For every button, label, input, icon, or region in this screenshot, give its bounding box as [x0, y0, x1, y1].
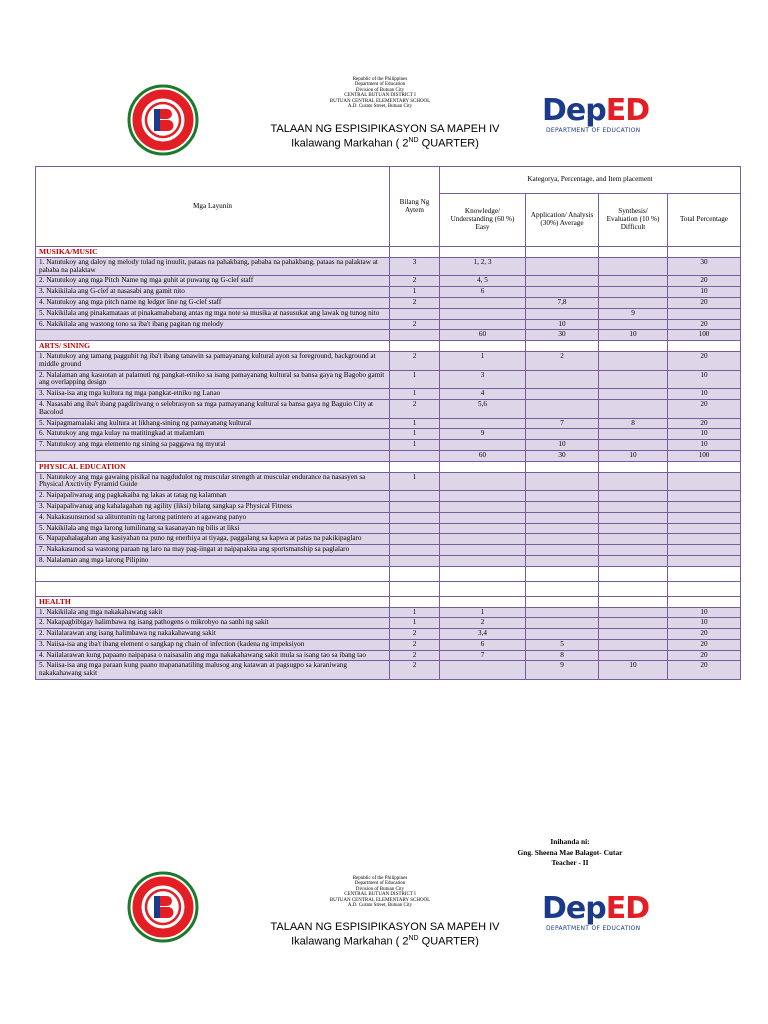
total-percentage: [668, 512, 741, 523]
application-items: 2: [526, 351, 599, 370]
empty-cell: [36, 566, 390, 581]
synthesis-items: 8: [599, 418, 668, 429]
objective-text: 4. Nakakasunsunod sa alituntunin ng larong patintero at agawang panyo: [36, 512, 390, 523]
empty-cell: [526, 247, 599, 258]
header-application: Application/ Analysis (30%) Average: [526, 194, 599, 247]
spacer-row: [36, 566, 741, 581]
empty-cell: [36, 450, 390, 461]
header-synthesis: Synthesis/ Evaluation (10 %) Difficult: [599, 194, 668, 247]
knowledge-items: 2: [440, 618, 526, 629]
item-count: 1: [390, 429, 440, 440]
empty-cell: [390, 566, 440, 581]
empty-cell: [668, 596, 741, 607]
knowledge-items: [440, 308, 526, 319]
synthesis-items: [599, 523, 668, 534]
synthesis-items: [599, 276, 668, 287]
application-items: 10: [526, 440, 599, 451]
total-percentage: [668, 472, 741, 491]
table-row: [36, 607, 741, 618]
specification-table: [35, 166, 741, 680]
empty-cell: [599, 566, 668, 581]
total-percentage: 10: [668, 607, 741, 618]
school-seal: [127, 84, 199, 156]
application-items: 8: [526, 650, 599, 661]
item-count: 1: [390, 440, 440, 451]
synthesis-items: 9: [599, 308, 668, 319]
item-count: [390, 545, 440, 556]
table-row: [36, 639, 741, 650]
objective-text: 2. Nalalaman ang kasuotan at palamuti ng pangkat-etniko sa isang pamayanang kultural sa bansa gaya ng Bagobo gamit ang overlapping design: [36, 370, 390, 389]
empty-cell: [390, 596, 440, 607]
application-items: [526, 287, 599, 298]
total-percentage: [668, 534, 741, 545]
application-items: [526, 308, 599, 319]
total-percentage: 20: [668, 399, 741, 418]
application-items: 5: [526, 639, 599, 650]
empty-cell: [668, 341, 741, 352]
knowledge-items: [440, 501, 526, 512]
spacer-row: [36, 581, 741, 596]
total-row: [36, 450, 741, 461]
table-row: [36, 418, 741, 429]
synthesis-items: [599, 257, 668, 276]
objective-text: 7. Nakakasunod sa wastong paraan ng laro na may pag-iingat at naipapakita ang sportsmanship sa paglalaro: [36, 545, 390, 556]
objective-text: 4. Natutukoy ang mga pitch name ng ledger line ng G-clef staff: [36, 297, 390, 308]
empty-cell: [36, 581, 390, 596]
synthesis-items: [599, 650, 668, 661]
total-percentage: 10: [668, 370, 741, 389]
application-items: [526, 472, 599, 491]
total-percentage: 20: [668, 650, 741, 661]
empty-cell: [440, 596, 526, 607]
application-items: [526, 257, 599, 276]
header-layunin: Mga Layunin: [36, 167, 390, 247]
table-row: [36, 545, 741, 556]
knowledge-items: 3: [440, 370, 526, 389]
objective-text: 5. Naipagmamalaki ang kultura at likhang-sining ng pamayanang kultural: [36, 418, 390, 429]
empty-cell: [390, 341, 440, 352]
empty-cell: [599, 341, 668, 352]
total-percentage: 10: [668, 389, 741, 400]
total-percentage: 10: [668, 618, 741, 629]
total-percentage: 20: [668, 276, 741, 287]
item-count: 1: [390, 287, 440, 298]
knowledge-items: [440, 319, 526, 330]
synthesis-items: 10: [599, 661, 668, 680]
synthesis-items: [599, 607, 668, 618]
knowledge-items: 5,6: [440, 399, 526, 418]
table-row: [36, 389, 741, 400]
total-percentage: 20: [668, 351, 741, 370]
table-row: [36, 650, 741, 661]
knowledge-items: [440, 491, 526, 502]
total-percentage: 20: [668, 319, 741, 330]
synthesis-items: [599, 389, 668, 400]
objective-text: 5. Naiisa-isa ang mga paraan kung paano mapananatiling malusog ang katawan at pagsugpo sa karaniwang nakakahawang sakit: [36, 661, 390, 680]
item-count: [390, 501, 440, 512]
objective-text: 8. Nalalaman ang mga larong Pilipino: [36, 555, 390, 566]
total-percentage: 100: [668, 450, 741, 461]
table-row: [36, 370, 741, 389]
deped-logo-bottom: DepED DEPARTMENT OF EDUCATION: [542, 891, 650, 932]
section-title: ARTS/ SINING: [36, 341, 390, 352]
section-title: PHYSICAL EDUCATION: [36, 461, 390, 472]
empty-cell: [599, 581, 668, 596]
total-percentage: 100: [668, 330, 741, 341]
total-percentage: 20: [668, 639, 741, 650]
synthesis-items: [599, 370, 668, 389]
table-row: [36, 399, 741, 418]
knowledge-items: [440, 534, 526, 545]
knowledge-items: 3,4: [440, 629, 526, 640]
objective-text: 2. Natutukoy ang mga Pitch Name ng mga guhit at puwang ng G-clef staff: [36, 276, 390, 287]
total-knowledge: 60: [440, 450, 526, 461]
item-count: 1: [390, 389, 440, 400]
objective-text: 1. Natutukoy ang tamang pagguhit ng iba't ibang tanawin sa pamayanang kultural ayon sa foreground, background at middle ground: [36, 351, 390, 370]
knowledge-items: [440, 440, 526, 451]
total-application: 30: [526, 330, 599, 341]
deped-logo: DepED DEPARTMENT OF EDUCATION: [542, 93, 650, 134]
synthesis-items: [599, 512, 668, 523]
table-row: [36, 351, 741, 370]
application-items: [526, 370, 599, 389]
application-items: [526, 555, 599, 566]
total-percentage: [668, 545, 741, 556]
knowledge-items: 1: [440, 607, 526, 618]
table-row: [36, 429, 741, 440]
objective-text: 1. Nakikilala ang mga nakakahawang sakit: [36, 607, 390, 618]
empty-cell: [599, 461, 668, 472]
total-percentage: 20: [668, 661, 741, 680]
synthesis-items: [599, 351, 668, 370]
synthesis-items: [599, 545, 668, 556]
item-count: [390, 534, 440, 545]
empty-cell: [390, 450, 440, 461]
synthesis-items: [599, 555, 668, 566]
empty-cell: [390, 330, 440, 341]
synthesis-items: [599, 491, 668, 502]
item-count: [390, 555, 440, 566]
application-items: [526, 523, 599, 534]
application-items: [526, 501, 599, 512]
total-percentage: [668, 555, 741, 566]
table-row: [36, 472, 741, 491]
objective-text: 1. Natutukoy ang mga gawaing pisikal na nagdudulot ng muscular strength at muscular endurance na nasasyen sa Physical Axctivity Pyramid Guide: [36, 472, 390, 491]
synthesis-items: [599, 440, 668, 451]
knowledge-items: [440, 523, 526, 534]
synthesis-items: [599, 618, 668, 629]
empty-cell: [526, 596, 599, 607]
table-row: [36, 308, 741, 319]
synthesis-items: [599, 501, 668, 512]
table-row: [36, 629, 741, 640]
total-percentage: [668, 491, 741, 502]
item-count: 2: [390, 650, 440, 661]
table-row: [36, 276, 741, 287]
item-count: 3: [390, 257, 440, 276]
table-header-row: [36, 167, 741, 194]
item-count: 2: [390, 399, 440, 418]
knowledge-items: 7: [440, 650, 526, 661]
item-count: [390, 308, 440, 319]
application-items: 10: [526, 319, 599, 330]
total-synthesis: 10: [599, 450, 668, 461]
synthesis-items: [599, 399, 668, 418]
objective-text: 4. Nasasabi ang iba't ibang pagdiriwang o selebrasyon sa mga pamayanang kultural sa bansa gaya ng Baguio City at Bacolod: [36, 399, 390, 418]
item-count: 2: [390, 319, 440, 330]
table-row: [36, 618, 741, 629]
empty-cell: [390, 581, 440, 596]
objective-text: 5. Nakikilala ang mga larong lumilinang sa kasanayan ng bilis at liksi: [36, 523, 390, 534]
table-row: [36, 440, 741, 451]
empty-cell: [668, 461, 741, 472]
empty-cell: [668, 247, 741, 258]
objective-text: 6. Napapahalagahan ang kasiyahan na puno ng enerhiya at tiyaga, paggalang sa kapwa at patas na pakikipaglaro: [36, 534, 390, 545]
school-seal-bottom: [127, 871, 199, 943]
objective-text: 4. Nailalarawan kung papaano naipapasa o naisasalin ang mga nakakahawang sakit mula sa isang tao sa ibang tao: [36, 650, 390, 661]
empty-cell: [440, 566, 526, 581]
item-count: 2: [390, 276, 440, 287]
knowledge-items: 6: [440, 287, 526, 298]
item-count: 1: [390, 472, 440, 491]
objective-text: 6. Nakikilala ang wastong tono sa iba't ibang pagitan ng melody: [36, 319, 390, 330]
objective-text: 2. Nailalarawan ang isang halimbawa ng nakakahawang sakit: [36, 629, 390, 640]
application-items: [526, 389, 599, 400]
objective-text: 5. Nakikilala ang pinakamataas at pinakamababang antas ng mga note sa musika at nasusukat ang lawak ng tunog nito: [36, 308, 390, 319]
section-row: [36, 341, 741, 352]
item-count: [390, 491, 440, 502]
total-percentage: 30: [668, 257, 741, 276]
objective-text: 6. Natutukoy ang mga kulay na matitingkad at malamlam: [36, 429, 390, 440]
empty-cell: [526, 461, 599, 472]
objective-text: 3. Naiisa-isa ang iba't ibang element o sangkap ng chain of infection (kadena ng impeksiyon: [36, 639, 390, 650]
application-items: [526, 276, 599, 287]
knowledge-items: [440, 297, 526, 308]
objective-text: 3. Nakikilala ang G-clef at nasasabi ang gamit nito: [36, 287, 390, 298]
synthesis-items: [599, 287, 668, 298]
application-items: [526, 429, 599, 440]
application-items: 7: [526, 418, 599, 429]
knowledge-items: 4, 5: [440, 276, 526, 287]
objective-text: 1. Natutukoy ang daloy ng melody tulad ng inuulit, pataas na pahakbang, pababa na pahakbang, pataas na palaktaw at pababa na palaktaw: [36, 257, 390, 276]
total-percentage: 10: [668, 429, 741, 440]
synthesis-items: [599, 629, 668, 640]
page-title-bottom: TALAAN NG ESPISIPIKASYON SA MAPEH IV Ikalawang Markahan ( 2ND QUARTER): [270, 921, 500, 948]
knowledge-items: 4: [440, 389, 526, 400]
empty-cell: [526, 566, 599, 581]
empty-cell: [390, 461, 440, 472]
section-row: [36, 461, 741, 472]
empty-cell: [36, 330, 390, 341]
application-items: [526, 629, 599, 640]
knowledge-items: 9: [440, 429, 526, 440]
school-header-bottom: Republic of the Philippines Department of Education Division of Butuan City CENTRAL BUTUAN DISTRICT I BUTUAN CENTRAL ELEMENTARY SCHOOL A.D. Curato Street, Butuan City: [329, 876, 431, 909]
application-items: [526, 545, 599, 556]
knowledge-items: [440, 472, 526, 491]
synthesis-items: [599, 429, 668, 440]
synthesis-items: [599, 297, 668, 308]
application-items: 9: [526, 661, 599, 680]
empty-cell: [440, 461, 526, 472]
synthesis-items: [599, 534, 668, 545]
empty-cell: [440, 341, 526, 352]
knowledge-items: [440, 545, 526, 556]
item-count: 2: [390, 351, 440, 370]
application-items: [526, 491, 599, 502]
section-row: [36, 596, 741, 607]
total-application: 30: [526, 450, 599, 461]
item-count: 1: [390, 370, 440, 389]
knowledge-items: [440, 512, 526, 523]
table-row: [36, 555, 741, 566]
table-row: [36, 534, 741, 545]
application-items: [526, 512, 599, 523]
empty-cell: [440, 581, 526, 596]
synthesis-items: [599, 319, 668, 330]
table-row: [36, 319, 741, 330]
knowledge-items: [440, 555, 526, 566]
total-percentage: [668, 523, 741, 534]
section-title: HEALTH: [36, 596, 390, 607]
objective-text: 2. Nakapagbibigay halimbawa ng isang pathogens o mikrobyo na sanhi ng sakit: [36, 618, 390, 629]
item-count: 2: [390, 629, 440, 640]
objective-text: 7. Natutukoy ang mga elemento ng sining sa paggawa ng myural: [36, 440, 390, 451]
synthesis-items: [599, 639, 668, 650]
total-percentage: [668, 308, 741, 319]
table-row: [36, 287, 741, 298]
knowledge-items: 1, 2, 3: [440, 257, 526, 276]
total-percentage: 20: [668, 297, 741, 308]
objective-text: 3. Naiisa-isa ang mga kultura ng mga pangkat-etniko ng Lanao: [36, 389, 390, 400]
total-percentage: 10: [668, 287, 741, 298]
table-row: [36, 491, 741, 502]
knowledge-items: [440, 418, 526, 429]
header-bilang: Bilang Ng Aytem: [390, 167, 440, 247]
total-percentage: 10: [668, 440, 741, 451]
section-row: [36, 247, 741, 258]
item-count: 1: [390, 418, 440, 429]
page-title: TALAAN NG ESPISIPIKASYON SA MAPEH IV Ikalawang Markahan ( 2ND QUARTER): [270, 123, 500, 150]
objective-text: 2. Naipapaliwanag ang pagkakaiba ng lakas at tatag ng kalamnan: [36, 491, 390, 502]
total-knowledge: 60: [440, 330, 526, 341]
table-row: [36, 523, 741, 534]
total-row: [36, 330, 741, 341]
item-count: 2: [390, 639, 440, 650]
empty-cell: [526, 581, 599, 596]
total-percentage: 20: [668, 418, 741, 429]
item-count: [390, 512, 440, 523]
empty-cell: [599, 596, 668, 607]
school-header: Republic of the Philippines Department of Education Division of Butuan City CENTRAL BUTUAN DISTRICT I BUTUAN CENTRAL ELEMENTARY SCHOOL A.D. Curato Street, Butuan City: [329, 77, 431, 110]
table-row: [36, 661, 741, 680]
total-synthesis: 10: [599, 330, 668, 341]
table-row: [36, 501, 741, 512]
empty-cell: [599, 247, 668, 258]
application-items: [526, 607, 599, 618]
total-percentage: 20: [668, 629, 741, 640]
application-items: [526, 618, 599, 629]
knowledge-items: [440, 661, 526, 680]
header-knowledge: Knowledge/ Understanding (60 %) Easy: [440, 194, 526, 247]
item-count: 1: [390, 607, 440, 618]
prepared-by: Inihanda ni: Gng. Sheena Mae Balagot- Cutar Teacher - II: [517, 837, 623, 867]
empty-cell: [390, 247, 440, 258]
section-title: MUSIKA/MUSIC: [36, 247, 390, 258]
header-total: Total Percentage: [668, 194, 741, 247]
knowledge-items: 1: [440, 351, 526, 370]
knowledge-items: 6: [440, 639, 526, 650]
empty-cell: [440, 247, 526, 258]
item-count: 2: [390, 297, 440, 308]
empty-cell: [668, 581, 741, 596]
application-items: [526, 534, 599, 545]
header-kategorya: Kategorya, Percentage, and Item placement: [440, 167, 741, 194]
total-percentage: [668, 501, 741, 512]
application-items: [526, 399, 599, 418]
item-count: 1: [390, 618, 440, 629]
item-count: [390, 523, 440, 534]
empty-cell: [526, 341, 599, 352]
synthesis-items: [599, 472, 668, 491]
table-row: [36, 297, 741, 308]
table-row: [36, 512, 741, 523]
application-items: 7,8: [526, 297, 599, 308]
empty-cell: [668, 566, 741, 581]
item-count: 2: [390, 661, 440, 680]
table-row: [36, 257, 741, 276]
objective-text: 3. Naipapaliwanag ang kahalagahan ng agility (liksi) bilang sangkap sa Physical Fitness: [36, 501, 390, 512]
